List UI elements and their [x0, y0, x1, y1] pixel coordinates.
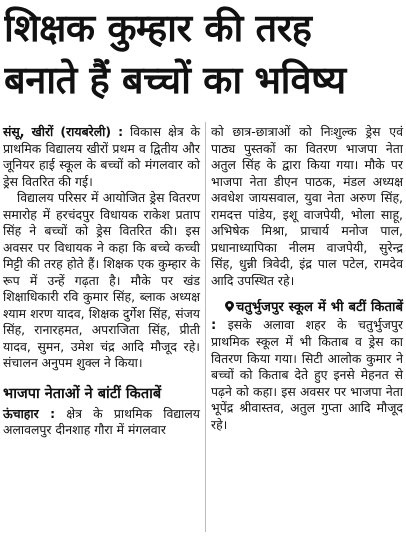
- story2-para1-text: क्षेत्र के प्राथमिक विद्यालय अलावलपुर दीनशाह गौरा में मंगलवार: [3, 405, 200, 437]
- story1-para2: विद्यालय परिसर में आयोजित ड्रेस वितरण समारोह में हरचंदपुर विधायक राकेश प्रताप सिंह ने बच्चों को ड्रेस वितरित की। इस अवसर पर विधायक ने कहा कि बच्चे कच्ची मिट्टी की तरह होते हैं। शिक्षक एक कुम्हार के रूप में उन्हें गढ़ता है। मौके पर खंड शिक्षाधिकारी रवि कुमार सिंह, ब्लाक अध्यक्ष श्याम शरण यादव, शिक्षक दुर्गेश सिंह, संजय सिंह, रानारहमत, अपराजिता सिंह, प्रीती यादव, सुमन, उमेश चंद्र आदि मौजूद रहे। संचालन अनुपम शुक्ल ने किया।: [3, 190, 200, 370]
- story3-para1-text: इसके अलावा शहर के चतुर्भुजपुर प्राथमिक स्कूल में भी किताब व ड्रेस का वितरण किया गया। सिटी आलोक कुमार ने बच्चों को किताब देते हुए इनसे मेहनत से पढ़ने को कहा। इस अवसर पर भाजपा नेता भूपेंद्र श्रीवास्तव, अतुल गुप्ता आदि मौजूद रहे।: [211, 316, 403, 432]
- story1-dateline: संसू, खीरों (रायबरेली) :: [3, 124, 124, 139]
- story2-subhead: भाजपा नेताओं ने बांटीं किताबें: [3, 385, 162, 402]
- story2-para2: को छात्र-छात्राओं को निःशुल्क ड्रेस एवं पाठ्य पुस्तकों का वितरण भाजपा नेता अतुल सिंह के द्वारा किया गया। मौके पर भाजपा नेता डीएन पाठक, मंडल अध्यक्ष अवधेश जायसवाल, युवा नेता अरुण सिंह, रामदत्त पांडेय, इशू वाजपेयी, भोला साहू, अभिषेक मिश्रा, प्राचार्य मनोज पाल, प्रधानाध्यापिका नीलम वाजपेयी, सुरेन्द्र सिंह, धुन्नी त्रिवेदी, इंद्र पाल पटेल, रामदेव आदि उपस्थित रहे।: [211, 124, 403, 288]
- story1-para1: [3, 124, 200, 190]
- headline: [4, 2, 404, 106]
- column-divider: [205, 122, 206, 532]
- location-pin-icon: [225, 301, 234, 312]
- right-column: [211, 124, 403, 433]
- story2-para1: [3, 406, 200, 439]
- story3-para: [211, 299, 403, 433]
- story2-dateline: ऊंचाहार :: [3, 405, 56, 421]
- story1-para1-text: विकास क्षेत्र के प्राथमिक विद्यालय खीरों प्रथम व द्वितीय और जूनियर हाई स्कूल के बच्चों को मंगलवार को ड्रेस वितरित की गई।: [3, 124, 200, 189]
- headline-line-2: बनाते हैं बच्चों का भविष्य: [4, 58, 346, 102]
- headline-line-1: शिक्षक कुम्हार की तरह: [4, 6, 312, 50]
- left-column: [3, 124, 200, 439]
- story3-subhead: चतुर्भुजपुर स्कूल में भी बटीं किताबें :: [211, 300, 403, 333]
